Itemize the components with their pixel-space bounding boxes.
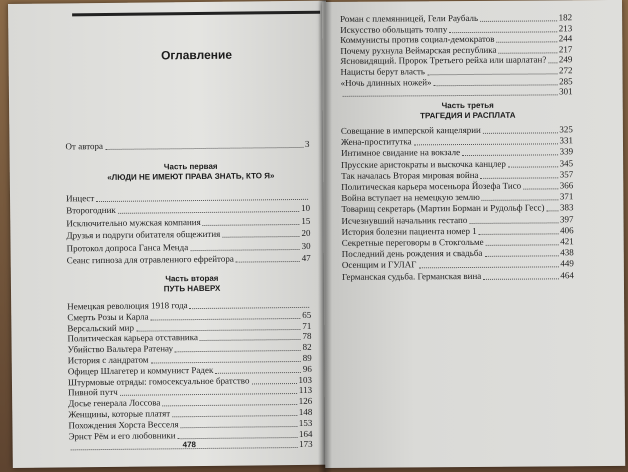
leader-dots: [236, 261, 300, 263]
leader-dots: [105, 147, 303, 150]
entry-page: 449: [560, 258, 574, 269]
entry-page: 96: [302, 363, 312, 374]
part1-label: Часть первая: [163, 161, 218, 172]
entry-page: 126: [298, 396, 313, 407]
leader-dots: [434, 84, 558, 86]
entry-title: Нацисты берут власть: [340, 66, 426, 77]
entry-page: 339: [559, 146, 574, 157]
leader-dots: [481, 177, 558, 179]
entry-page: 366: [559, 180, 574, 191]
entry-page: 82: [302, 342, 312, 353]
leader-dots: [480, 20, 556, 22]
entry-page: 113: [298, 385, 313, 396]
entry-title: Исключительно мужская компания: [66, 216, 201, 229]
toc-entry: [67, 240, 311, 254]
toc-entry: [66, 191, 310, 205]
entry-title: Роман с племянницей, Гели Раубаль: [340, 12, 479, 24]
leader-dots: [343, 95, 558, 97]
leader-dots: [548, 63, 557, 64]
entry-page: 3: [304, 138, 310, 149]
entry-title: Ясновидящий. Пророк Третьего рейха или шарлатан?: [340, 54, 547, 67]
entry-page: 213: [558, 22, 573, 33]
leader-dots: [508, 166, 558, 167]
entry-title: Искусство обольщать толпу: [340, 23, 448, 35]
leader-dots: [200, 339, 301, 341]
entry-title: Протокол допроса Ганса Менда: [66, 241, 189, 253]
entry-page: 272: [558, 65, 573, 76]
part1-title: «ЛЮДИ НЕ ИМЕЮТ ПРАВА ЗНАТЬ, КТО Я»: [107, 171, 275, 182]
right-top-entries: [322, 0, 622, 97]
leader-dots: [190, 307, 310, 309]
header-rule: [72, 11, 320, 17]
leader-dots: [414, 144, 558, 146]
entry-page: 406: [560, 225, 574, 236]
entry-page: 71: [302, 320, 312, 331]
entry-title: Смерть Розы и Карла: [67, 311, 149, 323]
leader-dots: [486, 244, 559, 246]
toc-entry: [66, 216, 310, 230]
entry-page: 383: [559, 202, 574, 213]
leader-dots: [483, 278, 558, 280]
entry-page: 325: [559, 124, 573, 135]
book-gutter: [318, 0, 332, 472]
entry-title: Эрнст Рём и его любовники: [68, 429, 176, 441]
part3-heading: [353, 100, 583, 122]
entry-title: Досье генерала Лоссова: [68, 397, 161, 409]
entry-page: 148: [298, 406, 313, 417]
leader-dots: [181, 426, 297, 428]
entry-title: Немецкая революция 1918 года: [67, 300, 188, 312]
entry-title: Совещание в имперской канцелярии: [340, 124, 481, 136]
entry-page: 10: [301, 203, 311, 214]
leader-dots: [483, 132, 558, 134]
leader-dots: [523, 188, 558, 189]
entry-title: Прусские аристократы и выскочка канцлер: [341, 158, 506, 170]
left-page: [8, 1, 331, 468]
leader-dots: [251, 383, 296, 384]
entry-page: 357: [559, 169, 574, 180]
toc-entry: [66, 203, 310, 217]
entry-title: Друзья и подруги обитателя общежития: [66, 228, 221, 241]
part3-label: Часть третья: [441, 100, 494, 111]
leader-dots: [479, 233, 558, 235]
entry-title: Война вступает на немецкую землю: [341, 192, 480, 204]
entry-page: 164: [298, 428, 313, 439]
leader-dots: [497, 42, 557, 43]
entry-title: Жена-проститутка: [340, 136, 412, 148]
entry-page: 15: [301, 215, 311, 226]
entry-title: Похождения Хорста Весселя: [68, 419, 179, 431]
entry-page: 30: [301, 240, 311, 251]
leader-dots: [215, 372, 301, 374]
toc-entry: [67, 253, 311, 267]
leader-dots: [118, 211, 299, 214]
part1-heading: [66, 161, 316, 184]
toc-title: Оглавление: [160, 47, 233, 63]
toc-entry: [66, 228, 310, 242]
part2-title: ПУТЬ НАВЕРХ: [163, 283, 221, 294]
entry-page: 464: [560, 269, 574, 280]
entry-page: 47: [301, 252, 311, 263]
entry-page: 331: [559, 135, 574, 146]
leader-dots: [498, 52, 556, 53]
entry-title: Товарищ секретарь (Мартин Борман и Рудольф Гесс): [341, 202, 545, 215]
leader-dots: [178, 437, 297, 439]
leader-dots: [203, 224, 300, 226]
entry-title: Последний день рождения и свадьба: [341, 248, 483, 260]
leader-dots: [547, 211, 558, 212]
entry-title: Так началась Вторая мировая война: [341, 169, 479, 181]
entry-title: Почему рухнула Веймарская республика: [340, 44, 497, 56]
entry-page: 285: [559, 75, 573, 86]
entry-title: «Ночь длинных ножей»: [340, 76, 432, 88]
part3-title: ТРАГЕДИЯ И РАСПЛАТА: [420, 110, 516, 121]
entry-page: 217: [558, 44, 573, 55]
toc-entry-author: [65, 139, 309, 153]
entry-page: 65: [302, 309, 312, 320]
entry-page: 371: [559, 191, 574, 202]
entry-page: 249: [558, 54, 573, 65]
entry-title: История с ландратом: [67, 354, 149, 366]
entry-page: 78: [302, 331, 312, 342]
entry-page: 20: [301, 228, 311, 239]
toc-entry: [342, 270, 574, 283]
entry-page: 103: [298, 374, 313, 385]
entry-page: 421: [560, 236, 574, 247]
entry-page: 301: [559, 86, 573, 97]
leader-dots: [482, 200, 558, 202]
entry-page: 89: [302, 352, 312, 363]
leader-dots: [449, 31, 556, 33]
entry-title: Офицер Шлагетер и коммунист Радек: [67, 364, 214, 377]
entry-page: 244: [558, 33, 573, 44]
right-page: [322, 0, 625, 468]
leader-dots: [484, 256, 558, 258]
entry-title: Исчезнувший начальник гестапо: [341, 214, 468, 226]
part2-label: Часть вторая: [165, 273, 219, 284]
leader-dots: [96, 199, 308, 202]
leader-dots: [427, 73, 557, 75]
entry-title: Второгодник: [66, 205, 116, 216]
entry-title: Женщины, которые платят: [68, 408, 171, 420]
entry-title: Штурмовые отряды: гомосексуальное братство: [67, 375, 250, 387]
leader-dots: [175, 350, 301, 352]
entry-page: 397: [559, 213, 574, 224]
leader-dots: [469, 222, 558, 224]
leader-dots: [222, 236, 299, 238]
leader-dots: [190, 249, 299, 251]
entry-title: Германская судьба. Германская вина: [341, 270, 482, 282]
entry-title: Инцест: [65, 193, 95, 204]
entry-page: 153: [298, 417, 313, 428]
entry-title: История болезни пациента номер 1: [341, 225, 477, 237]
entry-title: Пивной путч: [68, 387, 118, 398]
entry-title: От автора: [65, 141, 104, 152]
part2-heading: [67, 273, 317, 296]
entry-title: Сеанс гипноза для отравленного ефрейтора: [66, 253, 234, 266]
entry-title: Версальский мир: [67, 322, 134, 333]
entry-title: Секретные переговоры в Стокгольме: [341, 236, 484, 248]
entry-title: Политическая карьера отставника: [67, 332, 199, 344]
entry-title: Коммунисты против социал-демократов: [340, 33, 495, 46]
toc-entry: [341, 86, 573, 99]
leader-dots: [172, 415, 297, 417]
leader-dots: [418, 267, 558, 269]
entry-title: Интимное свидание на вокзале: [341, 147, 461, 159]
page-number: 478: [182, 440, 197, 450]
entry-page: 438: [560, 247, 574, 258]
entry-title: Политическая карьера мосеньора Йозефа Тисо: [341, 180, 522, 192]
entry-page: 182: [558, 12, 573, 23]
entry-page: 345: [559, 157, 574, 168]
entry-title: Осенщим и ГУЛАГ: [341, 259, 417, 271]
entry-title: Убийство Вальтера Ратенау: [67, 343, 174, 355]
leader-dots: [462, 155, 557, 157]
entry-page: 173: [299, 439, 313, 450]
